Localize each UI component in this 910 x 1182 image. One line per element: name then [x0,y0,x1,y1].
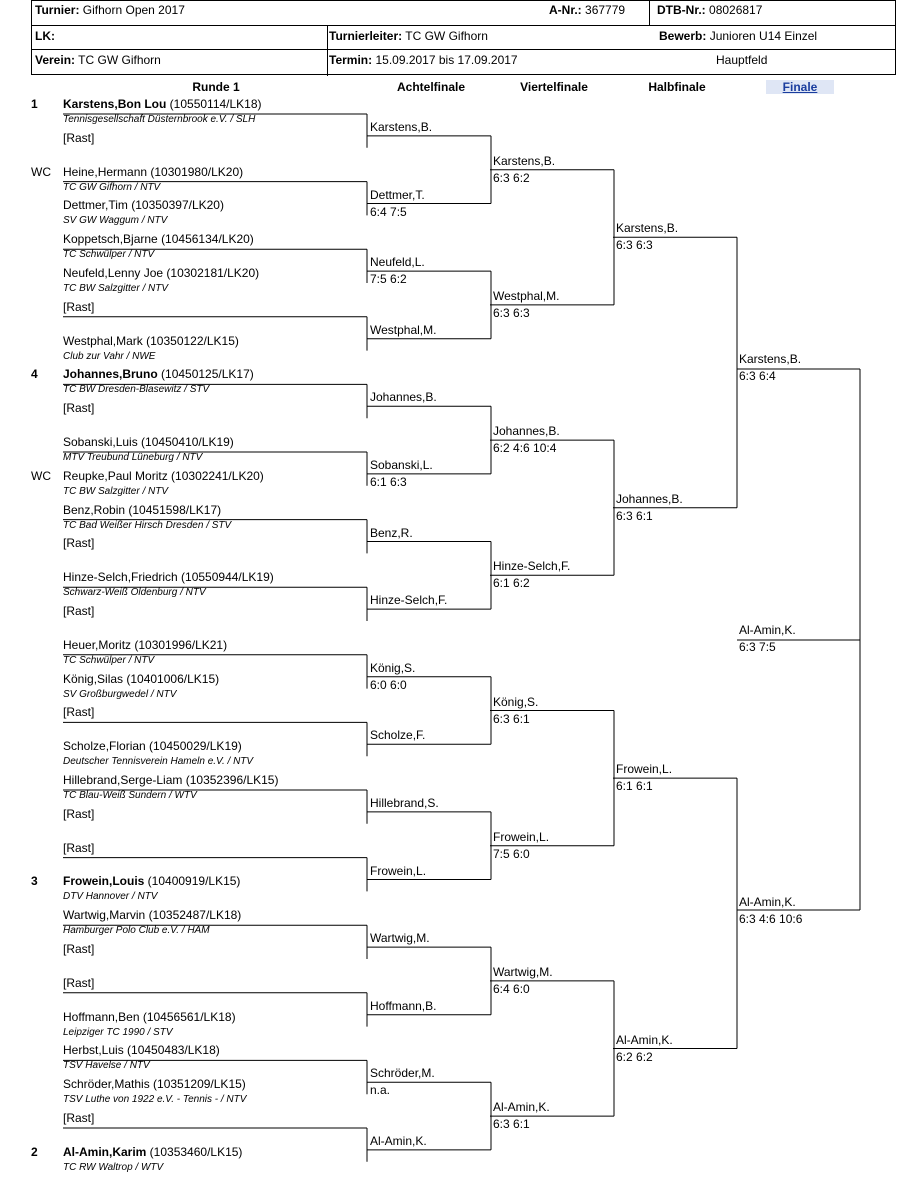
winner-name: König,S. [370,660,416,675]
player-name: [Rast] [63,840,95,855]
player-club: TC GW Gifhorn / NTV [63,181,161,193]
verein-field: Verein: TC GW Gifhorn [35,53,161,67]
bewerb-field: Bewerb: Junioren U14 Einzel [659,29,818,43]
anr-field: A-Nr.: 367779 [549,3,626,17]
match-score: 6:3 6:2 [493,170,530,185]
player-name: Hoffmann,Ben (10456561/LK18) [63,1009,236,1024]
seeded-player-name: Al-Amin,Karim [63,1144,147,1159]
player-name: [Rast] [63,942,95,956]
match-score: 6:4 6:0 [493,981,530,996]
player-club: DTV Hannover / NTV [63,891,158,903]
winner-name: Sobanski,L. [370,457,433,472]
match-score: 7:5 6:0 [493,846,530,861]
player-club: TC Bad Weißer Hirsch Dresden / STV [63,519,232,531]
player-club: Deutscher Tennisverein Hameln e.V. / NTV [63,756,254,768]
winner-name: Scholze,F. [370,728,426,743]
player-name: Neufeld,Lenny Joe (10302181/LK20) [63,266,260,280]
winner-name: Al-Amin,K. [370,1133,427,1148]
winner-name: Karstens,B. [370,119,433,134]
player-club: MTV Treubund Lüneburg / NTV [63,452,203,463]
winner-name: Schröder,M. [370,1066,435,1081]
player-name: Koppetsch,Bjarne (10456134/LK20) [63,232,254,247]
player-name: [Rast] [63,806,95,821]
player-name: [Rast] [63,604,95,618]
match-score: 6:3 6:1 [493,711,530,726]
player-name: (10550114/LK18) [166,97,262,111]
seeded-player-name: Johannes,Bruno [63,367,158,382]
player-name: Herbst,Luis (10450483/LK18) [63,1043,220,1058]
turnier-field: Turnier: Gifhorn Open 2017 [35,3,185,17]
player-name: [Rast] [63,299,95,314]
winner-name: Karstens,B. [493,153,556,168]
winner-name: Frowein,L. [493,829,550,844]
winner-name: Wartwig,M. [493,964,553,979]
player-club: TC BW Dresden-Blasewitz / STV [63,384,210,396]
match-score: 6:3 6:1 [493,1117,530,1132]
winner-name: Frowein,L. [616,762,673,777]
match-score: 6:4 7:5 [370,204,407,219]
winner-name: Hillebrand,S. [370,795,439,810]
winner-name: Johannes,B. [616,491,683,506]
player-club: TC Blau-Weiß Sundern / WTV [63,790,197,801]
winner-name: Karstens,B. [616,221,679,236]
player-name: Scholze,Florian (10450029/LK19) [63,739,242,754]
match-score: 6:3 4:6 10:6 [739,912,803,926]
player-name: [Rast] [63,975,95,990]
player-club: SV Großburgwedel / NTV [63,688,177,700]
leiter-field: Turnierleiter: TC GW Gifhorn [329,29,488,43]
match-score: 6:3 6:3 [616,238,653,253]
match-score: 6:2 4:6 10:4 [493,441,557,456]
player-club: TC BW Salzgitter / NTV [63,283,169,294]
player-name: Dettmer,Tim (10350397/LK20) [63,198,224,213]
player-name: Reupke,Paul Moritz (10302241/LK20) [63,468,264,483]
player-club: TSV Havelse / NTV [63,1060,150,1072]
seeded-player-name: Frowein,Louis [63,874,145,889]
winner-name: Hinze-Selch,F. [493,559,571,574]
winner-name: Hinze-Selch,F. [370,593,448,608]
round-header-runde1: Runde 1 [192,80,240,94]
seed-mark: WC [31,164,51,179]
player-name: [Rast] [63,1111,95,1125]
match-score: 6:3 6:3 [493,305,530,320]
winner-name: Dettmer,T. [370,187,425,202]
player-club: Hamburger Polo Club e.V. / HAM [63,925,210,937]
player-name: Heine,Hermann (10301980/LK20) [63,164,244,179]
player-name: Wartwig,Marvin (10352487/LK18) [63,908,242,923]
player-name: (10353460/LK15) [146,1144,243,1159]
winner-name: Al-Amin,K. [616,1032,673,1047]
winner-name: Frowein,L. [370,863,427,878]
seeded-player-name: Karstens,Bon Lou [63,97,167,111]
winner-name: Wartwig,M. [370,931,430,946]
winner-name: Al-Amin,K. [493,1100,550,1115]
winner-name: Johannes,B. [370,390,437,405]
feld-field: Hauptfeld [716,53,768,67]
winner-name: Hoffmann,B. [370,998,437,1013]
player-name: Hinze-Selch,Friedrich (10550944/LK19) [63,570,274,585]
player-club: TC Schwülper / NTV [63,249,155,261]
player-name: [Rast] [63,705,95,720]
winner-name: Karstens,B. [739,352,802,366]
winner-name: Al-Amin,K. [739,623,796,637]
winner-name: Johannes,B. [493,424,560,439]
winner-name: Westphal,M. [493,288,560,303]
match-score: n.a. [370,1083,391,1098]
player-club: Tennisgesellschaft Düsternbrook e.V. / SLH [63,114,256,125]
seed-mark: 1 [31,97,38,111]
match-score: 6:0 6:0 [370,677,407,692]
player-name: (10450125/LK17) [157,367,254,382]
seed-mark: 3 [31,874,38,889]
winner-name: Westphal,M. [370,322,437,337]
player-name: [Rast] [63,130,95,145]
player-club: Club zur Vahr / NWE [63,350,156,362]
match-score: 6:3 7:5 [739,640,776,654]
player-name: König,Silas (10401006/LK15) [63,671,220,686]
winner-name: Al-Amin,K. [739,895,796,909]
player-club: TC Schwülper / NTV [63,654,155,666]
player-name: Hillebrand,Serge-Liam (10352396/LK15) [63,773,279,787]
round-header-achtelfinale: Achtelfinale [396,80,465,94]
round-header-viertelfinale: Viertelfinale [520,80,588,94]
match-score: 6:1 6:3 [370,474,407,489]
player-name: Sobanski,Luis (10450410/LK19) [63,435,234,449]
winner-name: Neufeld,L. [370,255,425,270]
match-score: 6:2 6:2 [616,1049,653,1064]
player-name: Westphal,Mark (10350122/LK15) [63,333,239,348]
lk-field: LK: [35,29,55,43]
player-club: Leipziger TC 1990 / STV [63,1026,173,1038]
player-name: [Rast] [63,536,95,551]
player-club: Schwarz-Weiß Oldenburg / NTV [63,587,206,599]
player-name: (10400919/LK15) [144,874,241,889]
seed-mark: WC [31,468,51,483]
player-name: Schröder,Mathis (10351209/LK15) [63,1077,246,1092]
round-header-halbfinale: Halbfinale [648,80,706,94]
match-score: 6:1 6:1 [616,779,653,794]
winner-name: Benz,R. [370,525,413,540]
winner-name: König,S. [493,694,539,709]
player-name: Heuer,Moritz (10301996/LK21) [63,637,228,652]
player-club: TC BW Salzgitter / NTV [63,485,169,497]
player-name: Benz,Robin (10451598/LK17) [63,502,222,517]
seed-mark: 2 [31,1144,38,1159]
player-club: TSV Luthe von 1922 e.V. - Tennis - / NTV [63,1094,247,1106]
player-name: [Rast] [63,401,95,416]
dtb-field: DTB-Nr.: 08026817 [657,3,763,17]
match-score: 6:3 6:4 [739,369,776,383]
player-club: SV GW Waggum / NTV [63,215,168,227]
match-score: 7:5 6:2 [370,272,407,287]
player-club: TC RW Waltrop / WTV [63,1161,164,1173]
seed-mark: 4 [31,367,38,382]
match-score: 6:3 6:1 [616,508,653,523]
termin-field: Termin: 15.09.2017 bis 17.09.2017 [329,53,518,67]
match-score: 6:1 6:2 [493,576,530,591]
round-header-finale: Finale [766,80,834,94]
